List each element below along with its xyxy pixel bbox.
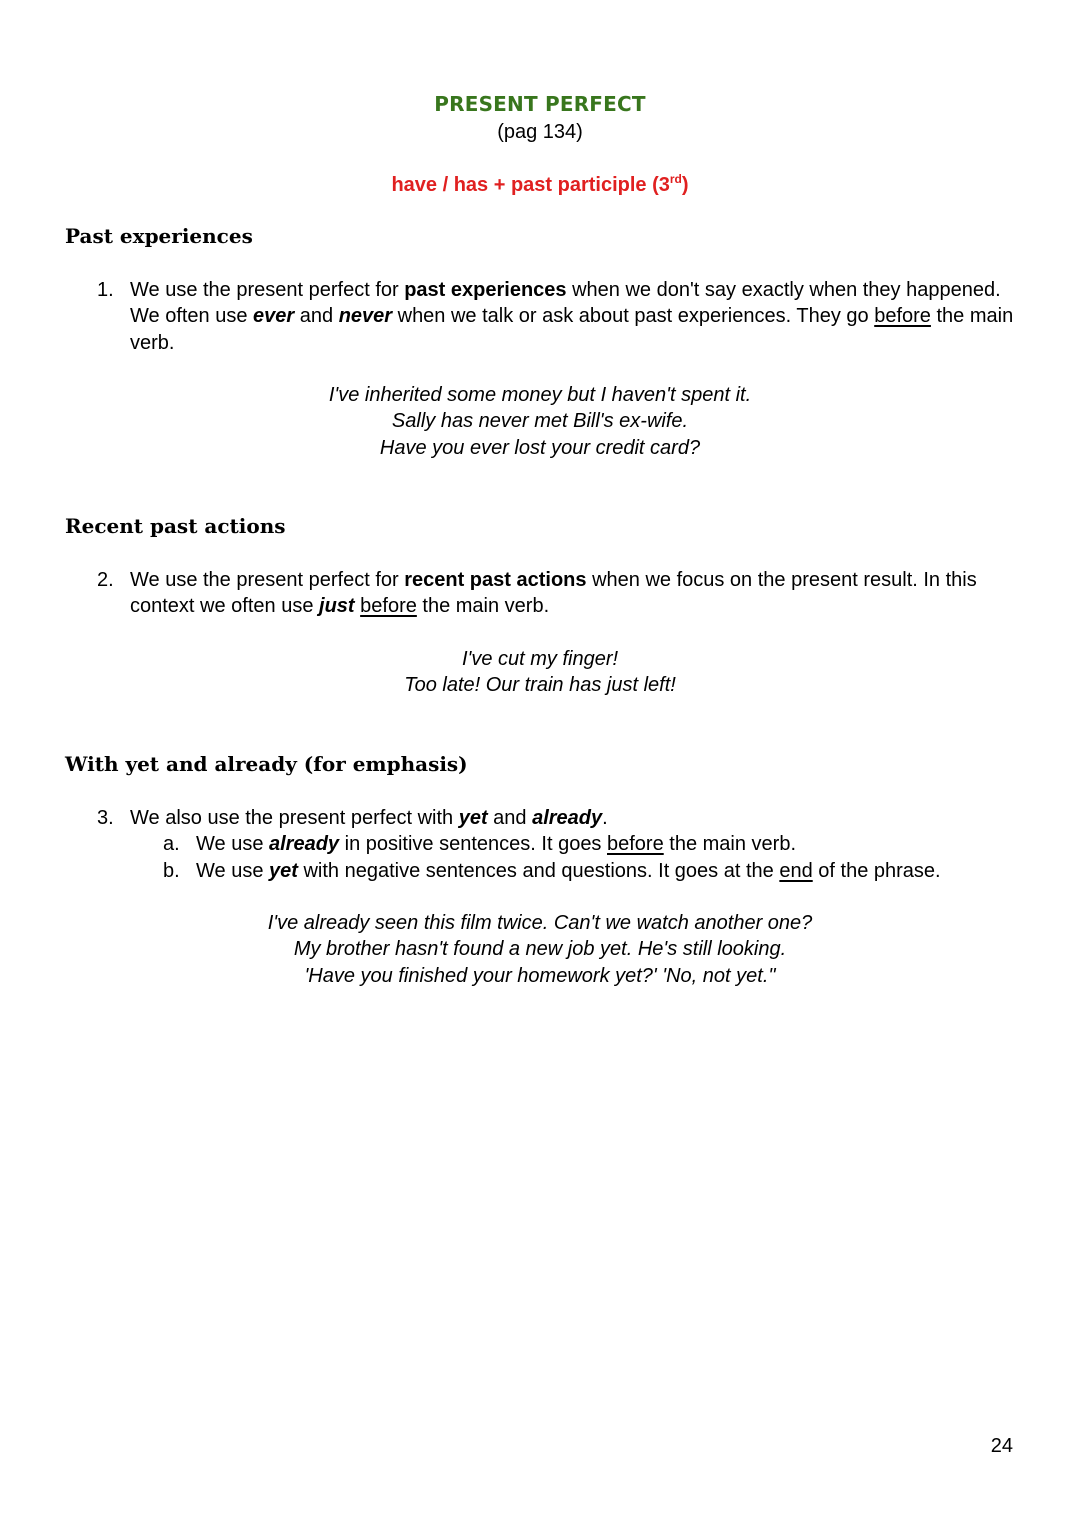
sub-letter: b.: [163, 860, 180, 882]
sub-item-b: [163, 858, 1023, 884]
section-heading-recent-past-actions: Recent past actions: [65, 514, 286, 538]
example-sentence: I've inherited some money but I haven't spent it.: [328, 384, 752, 406]
example-sentence: I've cut my finger!: [461, 648, 619, 670]
formula-superscript: rd: [669, 172, 682, 186]
list-number: 3.: [97, 807, 114, 829]
sub-letter: a.: [163, 833, 180, 855]
page-reference: (pag 134): [497, 121, 583, 143]
sub-item-a: [163, 831, 1023, 857]
example-sentence: 'Have you finished your homework yet?' 'No, not yet.": [304, 964, 776, 987]
list-item-text: We use the present perfect for past experiences when we don't say exactly when they happened. We often use ever and never when we talk or ask about past experiences. They go before the main verb.: [130, 279, 1014, 354]
page-title: PRESENT PERFECT: [434, 92, 646, 116]
list-number: 1.: [97, 279, 114, 301]
section-heading-yet-already: With yet and already (for emphasis): [65, 752, 468, 776]
section-heading-past-experiences: Past experiences: [65, 224, 253, 248]
examples-block-1: [0, 382, 1080, 461]
list-item-text: We also use the present perfect with yet and already.: [130, 807, 608, 829]
page-number: 24: [990, 1435, 1013, 1457]
example-sentence: Too late! Our train has just left!: [404, 674, 676, 697]
list-item-2: [97, 567, 1027, 620]
examples-block-3: [0, 910, 1080, 989]
list-number: 2.: [97, 569, 114, 591]
list-item-1: [97, 277, 1027, 356]
sub-item-text: We use already in positive sentences. It goes before the main verb.: [196, 833, 797, 855]
sub-item-text: We use yet with negative sentences and questions. It goes at the end of the phrase.: [196, 860, 941, 882]
example-sentence: Sally has never met Bill's ex-wife.: [391, 410, 689, 433]
example-sentence: Have you ever lost your credit card?: [379, 436, 701, 459]
examples-block-2: [0, 646, 1080, 699]
example-sentence: I've already seen this film twice. Can't we watch another one?: [267, 912, 813, 934]
formula-text: have / has + past participle (3: [391, 174, 670, 196]
list-item-3: [97, 805, 1027, 831]
formula-close: ): [681, 174, 689, 196]
example-sentence: My brother hasn't found a new job yet. He's still looking.: [293, 938, 787, 961]
formula: [0, 171, 1080, 199]
list-item-text: We use the present perfect for recent past actions when we focus on the present result. In this context we often use just before the main verb.: [130, 569, 977, 618]
